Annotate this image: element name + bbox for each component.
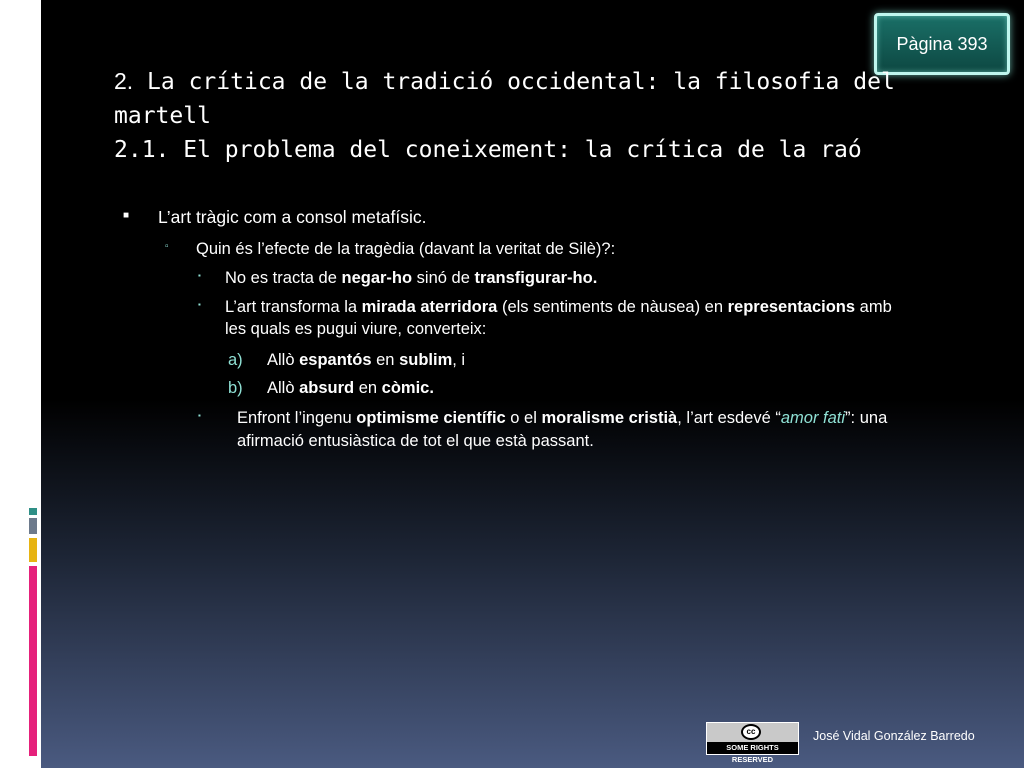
bullet-text-line2: afirmació entusiàstica de tot el que està passant. (237, 432, 594, 450)
bold-text: mirada aterridora (361, 298, 498, 316)
text-run: en (371, 351, 400, 369)
text-run: Allò (267, 379, 300, 397)
list-marker: a) (228, 351, 243, 369)
text-run: (els sentiments de nàusea) en (497, 298, 728, 316)
text-run: , l’art esdevé “ (677, 409, 781, 427)
deco-yellow-strip (29, 538, 37, 562)
cc-logo-icon: cc (741, 724, 761, 740)
title-line1: La crítica de la tradició occidental: la filosofia del (147, 69, 895, 95)
text-run: Allò (267, 351, 300, 369)
deco-pink-strip (29, 566, 37, 756)
title-line3: 2.1. El problema del coneixement: la crítica de la raó (114, 137, 862, 163)
bold-text: espantós (299, 351, 372, 369)
bold-text: absurd (299, 379, 355, 397)
hollow-square-bullet-icon: ▫ (165, 241, 169, 252)
bold-text: sublim (399, 351, 453, 369)
small-square-bullet-icon: ▪ (198, 271, 201, 280)
bold-text: còmic. (381, 379, 434, 397)
deco-teal-strip (29, 508, 37, 515)
bold-text: transfigurar-ho. (474, 269, 598, 287)
cc-label: SOME RIGHTS RESERVED (707, 742, 798, 754)
text-run: ”: una (845, 409, 888, 427)
bullet-text: Quin és l’efecte de la tragèdia (davant la veritat de Silè)?: (196, 240, 616, 258)
cc-license-badge[interactable] (706, 722, 799, 764)
square-bullet-icon: ■ (123, 210, 130, 221)
author-footer: José Vidal González Barredo (813, 729, 975, 743)
small-square-bullet-icon: ▪ (198, 411, 201, 420)
text-run: No es tracta de (225, 269, 342, 287)
title-number: 2. (114, 68, 134, 94)
text-run: sinó de (412, 269, 475, 287)
text-run: en (354, 379, 382, 397)
list-marker: b) (228, 379, 243, 397)
bold-text: representacions (727, 298, 856, 316)
text-run: L’art transforma la (225, 298, 362, 316)
text-run: , i (452, 351, 466, 369)
page-badge: Pàgina 393 (874, 13, 1010, 75)
text-run: o el (505, 409, 542, 427)
small-square-bullet-icon: ▪ (198, 300, 201, 309)
bold-text: moralisme cristià (541, 409, 678, 427)
text-run: amb (855, 298, 892, 316)
page-title (114, 64, 934, 167)
bullet-text-line2: les quals es pugui viure, converteix: (225, 320, 487, 338)
text-run: Enfront l’ingenu (237, 409, 357, 427)
title-line2: martell (114, 103, 211, 129)
bold-text: negar-ho (341, 269, 413, 287)
bullet-text: L’art tràgic com a consol metafísic. (158, 207, 427, 227)
deco-gray-strip (29, 518, 37, 534)
bold-text: optimisme científic (356, 409, 506, 427)
italic-text: amor fati (780, 409, 846, 427)
